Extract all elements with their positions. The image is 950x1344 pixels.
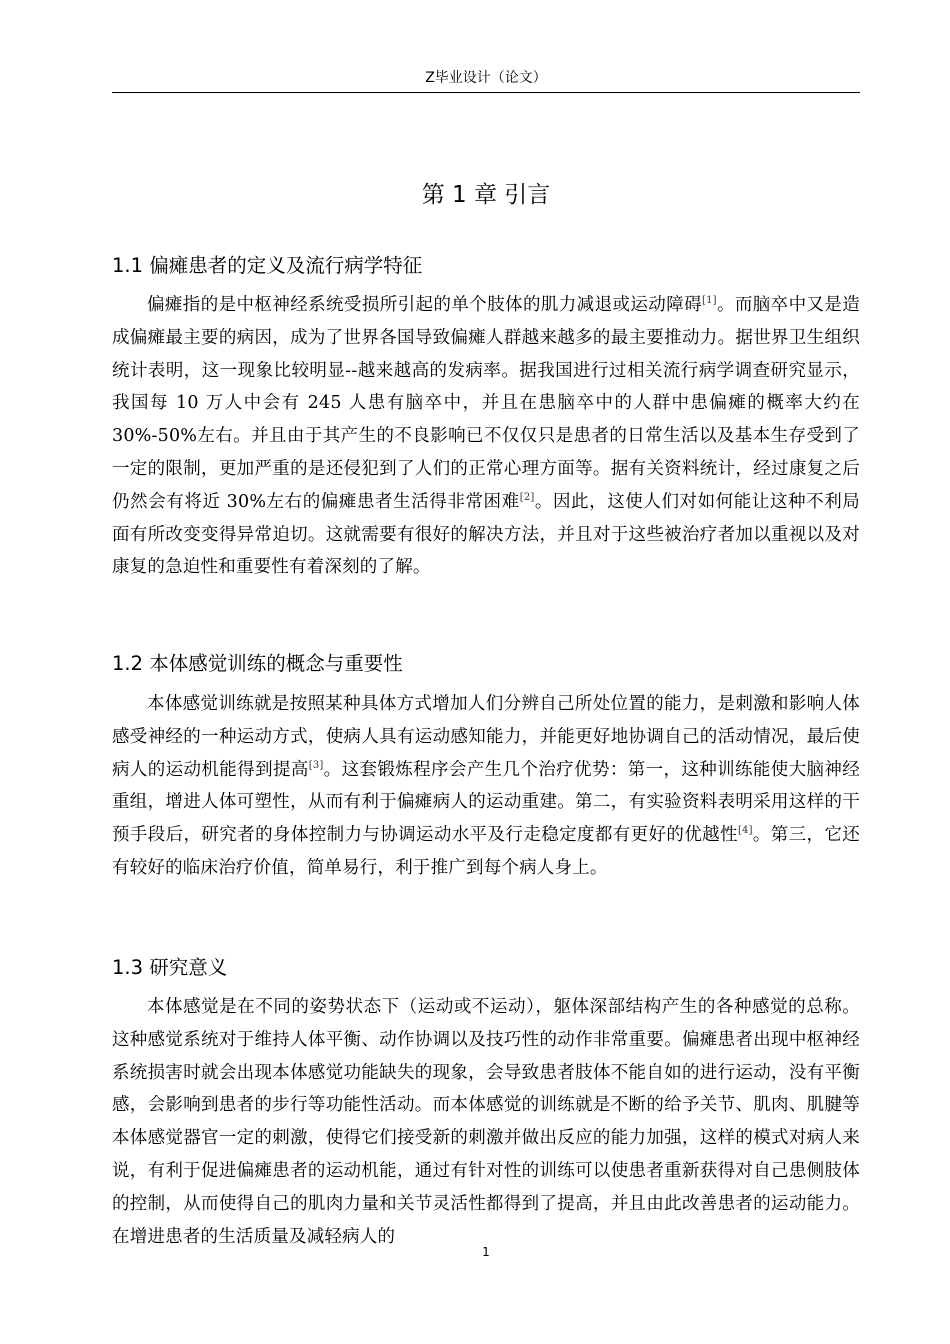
page-number: 1 xyxy=(482,1245,490,1259)
paragraph-text: 本体感觉训练就是按照某种具体方式增加人们分辨自己所处位置的能力，是刺激和影响人体感受神经的一种运动方式，使病人具有运动感知能力，并能更好地协调自己的活动情况，最后使病人的运动机能得到提高 xyxy=(112,694,860,780)
page-header xyxy=(112,68,860,93)
citation-ref: [2] xyxy=(519,491,535,503)
paragraph-text: 本体感觉是在不同的姿势状态下（运动或不运动），躯体深部结构产生的各种感觉的总称。这种感觉系统对于维持人体平衡、动作协调以及技巧性的动作非常重要。偏瘫患者出现中枢神经系统损害时就会出现本体感觉功能缺失的现象，会导致患者肢体不能自如的进行运动，没有平衡感，会影响到患者的步行等功能性活动。而本体感觉的训练就是不断的给予关节、肌肉、肌腱等本体感觉器官一定的刺激，使得它们接受新的刺激并做出反应的能力加强，这样的模式对病人来说，有利于促进偏瘫患者的运动机能，通过有针对性的训练可以使患者重新获得对自己患侧肢体的控制，从而使得自己的肌肉力量和关节灵活性都得到了提高，并且由此改善患者的运动能力。在增进患者的生活质量及减轻病人的 xyxy=(112,997,860,1247)
paragraph-text: 。这套锻炼程序会产生几个治疗优势：第一，这种训练能使大脑神经重组，增进人体可塑性，从而有利于偏瘫病人的运动重建。第二，有实验资料表明采用这样的干预手段后，研究者的身体控制力与协调运动水平及行走稳定度都有更好的优越性 xyxy=(112,759,861,846)
paragraph-text: 偏瘫指的是中枢神经系统受损所引起的单个肢体的肌力减退或运动障碍 xyxy=(147,295,702,315)
section-paragraph-1-1 xyxy=(112,289,860,584)
citation-ref: [1] xyxy=(702,295,717,307)
paragraph-text: 。而脑卒中又是造成偏瘫最主要的病因，成为了世界各国导致偏瘫人群越来越多的最主要推动力。据世界卫生组织统计表明，这一现象比较明显--越来越高的发病率。据我国进行过相关流行病学调查研究显示，我国每 10 万人中会有 245 人患有脑卒中，并且在患脑卒中的人群中患偏瘫的概率大约在 30%-50%左右。并且由于其产生的不良影响已不仅仅只是患者的日常生活以及基本生存受到了一定的限制，更加严重的是还侵犯到了人们的正常心理方面等。据有关资料统计，经过康复之后仍然会有将近 30%左右的偏瘫患者生活得非常困难 xyxy=(112,295,860,512)
header-title: Z毕业设计（论文） xyxy=(425,70,547,86)
section-paragraph-1-2 xyxy=(112,688,860,885)
section-paragraph-1-3 xyxy=(112,991,860,1253)
paragraph-text: 。因此，这使人们对如何能让这种不利局面有所改变变得异常迫切。这就需要有很好的解决方法，并且对于这些被治疗者加以重视以及对康复的急迫性和重要性有着深刻的了解。 xyxy=(112,491,860,578)
section-title-1-1: 1.1 偏瘫患者的定义及流行病学特征 xyxy=(112,254,423,277)
section-title-1-2: 1.2 本体感觉训练的概念与重要性 xyxy=(112,652,403,675)
citation-ref: [3] xyxy=(308,759,324,771)
chapter-title: 第 1 章 引言 xyxy=(421,182,551,208)
citation-ref: [4] xyxy=(737,825,753,837)
paragraph-text: 。第三，它还有较好的临床治疗价值，简单易行，利于推广到每个病人身上。 xyxy=(112,825,861,878)
section-title-1-3: 1.3 研究意义 xyxy=(112,956,228,979)
